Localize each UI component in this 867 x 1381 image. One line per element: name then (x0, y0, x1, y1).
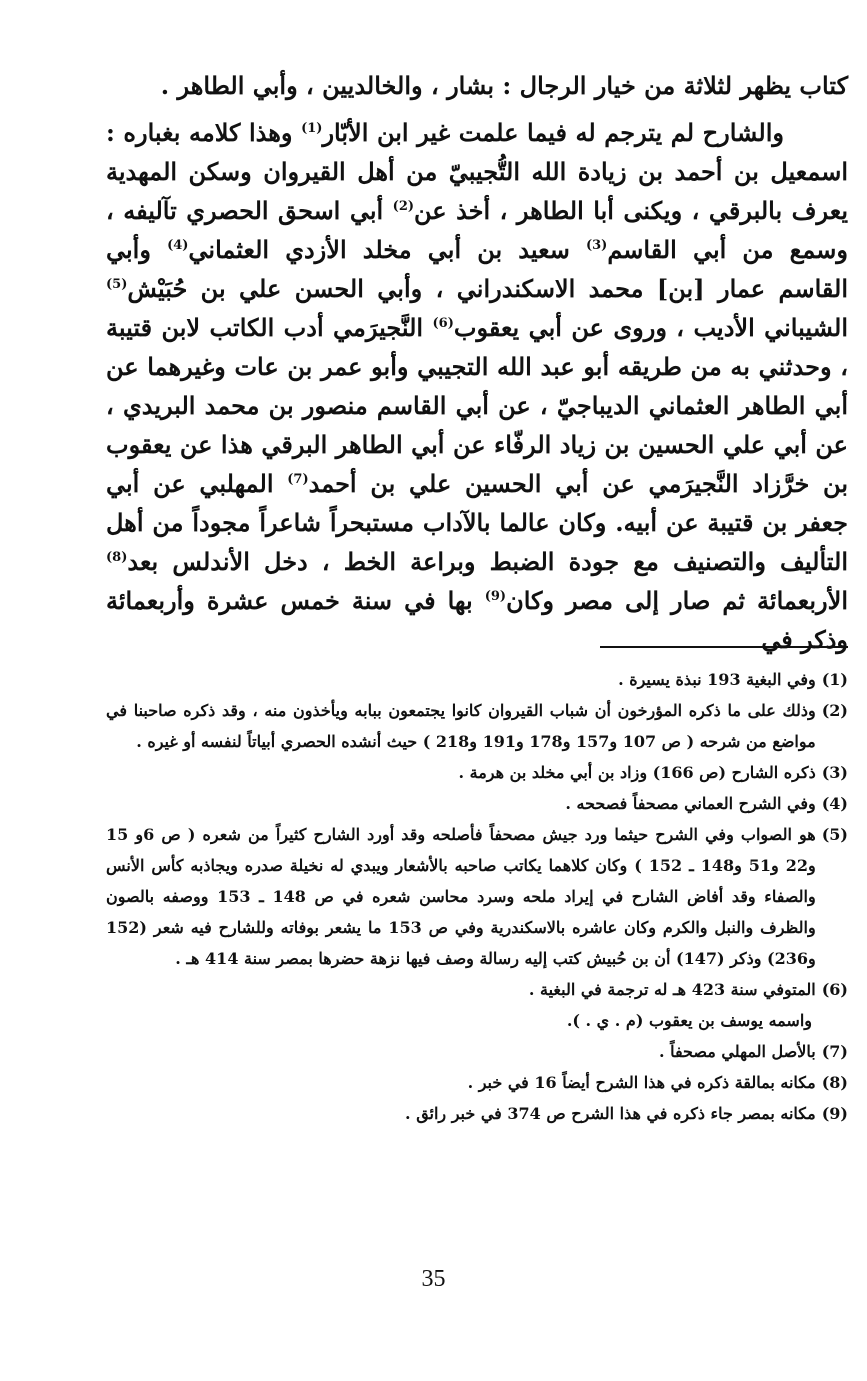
footnote-4 (106, 788, 848, 819)
footnote-ref-6[interactable]: (6) (432, 316, 454, 331)
text-segment: وهذا كلامه بغباره : اسمعيل بن أحمد بن زيادة الله التُّجيبيّ من أهل القيروان وسكن المهدية يعرف بالبرقي ، ويكنى أبا الطاهر ، أخذ عن (106, 118, 848, 225)
text-segment: والشارح لم يترجم له فيما علمت غير ابن الأبّار (322, 118, 784, 147)
footnote-6 (106, 974, 848, 1005)
text-segment: سعيد بن أبي مخلد الأزدي العثماني (188, 235, 586, 264)
text-segment: وأبي القاسم عمار [بن] محمد الاسكندراني ، وأبي الحسن علي بن حُبَيْش (106, 235, 849, 303)
footnote-ref-1[interactable]: (1) (301, 121, 323, 136)
footnote-ref-2[interactable]: (2) (392, 199, 415, 214)
text-segment: أبي اسحق الحصري تآليفه ، وسمع من أبي القاسم (106, 196, 849, 264)
footnote-divider (600, 646, 848, 648)
footnote-number: (7) (821, 1042, 848, 1061)
footnote-ref-3[interactable]: (3) (585, 238, 608, 253)
footnote-text: مكانه بمالقة ذكره في هذا الشرح أيضاً 16 في خبر . (467, 1073, 816, 1092)
text-segment: الشيباني الأديب ، وروى عن أبي يعقوب (453, 313, 848, 342)
footnote-number: (2) (821, 701, 848, 720)
page-number: 35 (421, 1266, 446, 1292)
footnote-number: (1) (821, 670, 848, 689)
footnote-text: المتوفي سنة 423 هـ له ترجمة في البغية . (528, 980, 816, 999)
text-segment: الأربعمائة ثم صار إلى مصر وكان (506, 586, 848, 615)
footnote-text: ذكره الشارح (ص 166) وزاد بن أبي مخلد بن هرمة . (458, 763, 816, 782)
footnote-number: (5) (821, 825, 848, 844)
text-segment: المهلبي عن أبي جعفر بن قتيبة عن أبيه. وكان عالما بالآداب مستبحراً شاعراً مجوداً من أهل التأليف والتصنيف مع جودة الضبط وبراعة الخط ، دخل الأندلس بعد (106, 469, 848, 576)
footnote-number: (6) (821, 980, 848, 999)
footnote-number: (4) (821, 794, 848, 813)
footnote-ref-8[interactable]: (8) (106, 550, 128, 565)
footnote-9 (106, 1098, 848, 1129)
footnote-number: (3) (821, 763, 848, 782)
footnote-text: وفي البغية 193 نبذة يسيرة . (618, 670, 816, 689)
text-segment: بها في سنة خمس عشرة وأربعمائة وذكر في (106, 586, 848, 654)
footnote-8 (106, 1067, 848, 1098)
footnote-number: (8) (821, 1073, 848, 1092)
footnote-6-continuation: واسمه يوسف بن يعقوب (م . ي . ). (566, 1011, 812, 1030)
footnote-ref-7[interactable]: (7) (287, 472, 309, 487)
paragraph-2 (106, 113, 848, 659)
footnote-text: مكانه بمصر جاء ذكره في هذا الشرح ص 374 في خبر رائق . (405, 1104, 816, 1123)
footnote-2 (106, 695, 848, 757)
footnote-7 (106, 1036, 848, 1067)
text-segment: النَّجيرَمي أدب الكاتب لابن قتيبة ، وحدثني به من طريقه أبو عبد الله التجيبي وأبو عمر بن عات وغيرهما عن أبي الطاهر العثماني الديباجيّ ، عن أبي القاسم منصور بن محمد البريدي ، عن أبي علي الحسين بن زياد الرفّاء عن أبي الطاهر البرقي هذا عن يعقوب بن خرَّزاد النَّجيرَمي عن أبي الحسين علي بن أحمد (106, 313, 849, 498)
footnote-ref-4[interactable]: (4) (167, 238, 189, 253)
footnote-number: (9) (821, 1104, 848, 1123)
footnote-1 (106, 664, 848, 695)
main-text (106, 66, 848, 659)
footnote-5 (106, 819, 848, 974)
footnotes (106, 664, 848, 1129)
footnote-3 (106, 757, 848, 788)
paragraph-1: كتاب يظهر لثلاثة من خيار الرجال : بشار ، والخالديين ، وأبي الطاهر . (160, 71, 848, 100)
footnote-text: هو الصواب وفي الشرح حيثما ورد جيش مصحفاً فأصلحه وقد أورد الشارح كثيراً من شعره ( ص 6و 15 و22 و51 و148 ـ 152 ) وكان كلاهما يكاتب صاحبه بالأشعار ويبدي له نخيلة صدره ويجاذبه كأس الأنس والصفاء وقد أفاض الشارح في إيراد ملحه وسرد محاسن شعره في ص 148 ـ 153 ووصفه بالصون والظرف والنبل والكرم وكان عاشره بالاسكندرية وفي ص 153 ما يشعر بوفاته وللشارح فيه شعر (152 و236) وذكر (147) أن بن حُبيش كتب إليه رسالة وصف فيها نزهة حضرها بمصر سنة 414 هـ . (106, 825, 816, 968)
footnote-text: بالأصل المهلي مصحفاً . (658, 1042, 816, 1061)
footnote-text: وفي الشرح العماني مصحفاً فصححه . (565, 794, 816, 813)
footnote-ref-9[interactable]: (9) (484, 589, 507, 604)
footnote-text: وذلك على ما ذكره المؤرخون أن شباب القيروان كانوا يجتمعون ببابه ويأخذون منه ، وقد ذكره صاحبنا في مواضع من شرحه ( ص 107 و157 و178 و191 و218 ) حيث أنشده الحصري أبياتاً لنفسه أو غيره . (106, 701, 816, 751)
footnote-ref-5[interactable]: (5) (106, 277, 128, 292)
